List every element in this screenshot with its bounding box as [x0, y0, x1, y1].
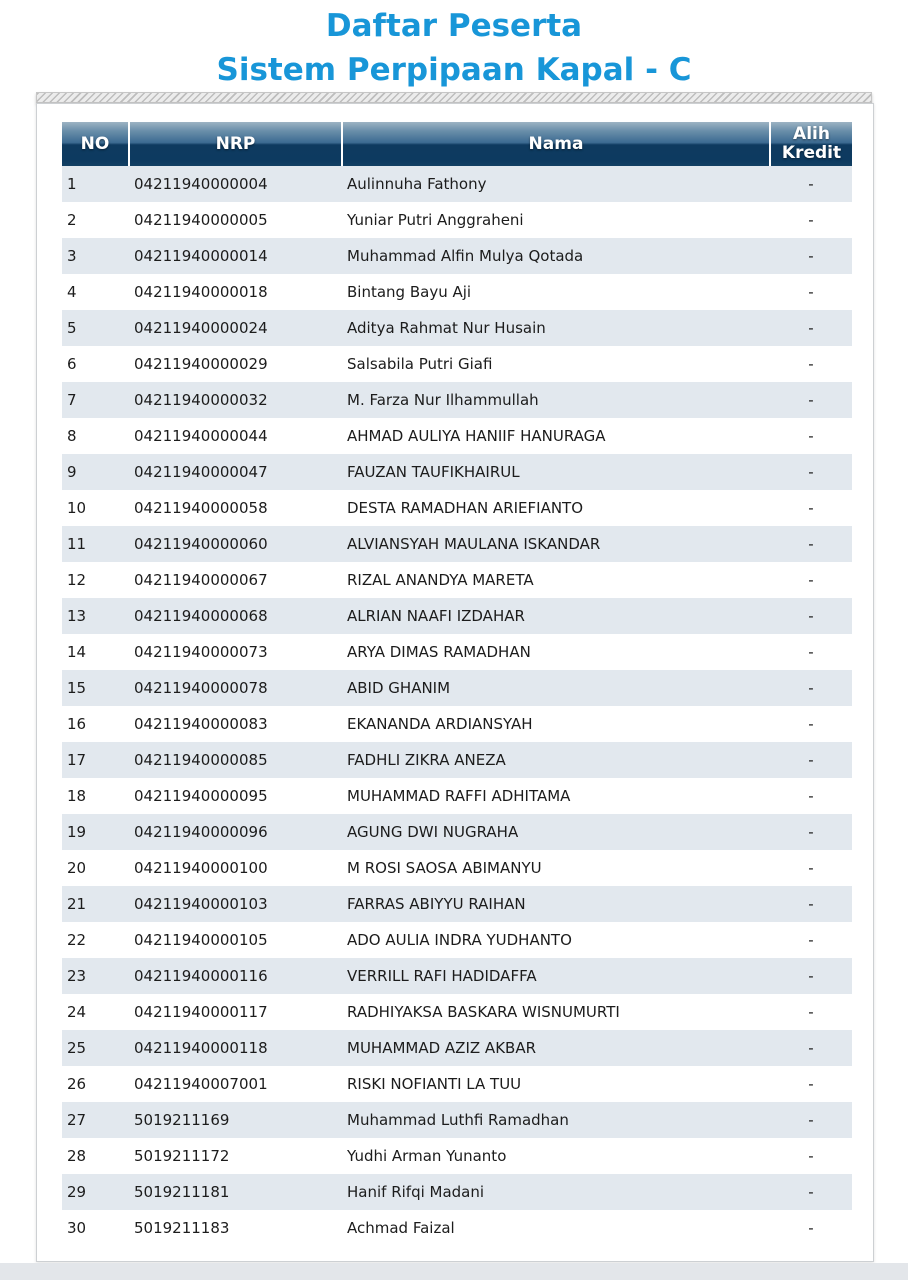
column-header-alih-kredit: Alih Kredit: [770, 122, 852, 166]
cell-alih-kredit: -: [808, 283, 814, 301]
cell-nrp: 04211940007001: [134, 1075, 268, 1093]
table-header: [62, 122, 852, 166]
cell-no: 9: [67, 463, 77, 481]
table-row: [62, 526, 852, 562]
table-row: [62, 346, 852, 382]
cell-no: 25: [67, 1039, 87, 1057]
cell-alih-kredit: -: [808, 751, 814, 769]
cell-nama: FARRAS ABIYYU RAIHAN: [347, 895, 526, 913]
cell-nrp: 04211940000095: [134, 787, 268, 805]
cell-no: 7: [67, 391, 77, 409]
cell-nama: FAUZAN TAUFIKHAIRUL: [347, 463, 520, 481]
cell-nrp: 04211940000067: [134, 571, 268, 589]
cell-no: 2: [67, 211, 77, 229]
cell-nrp: 04211940000078: [134, 679, 268, 697]
column-header-nama: Nama: [342, 122, 770, 166]
cell-nama: RISKI NOFIANTI LA TUU: [347, 1075, 522, 1093]
table-row: [62, 1138, 852, 1174]
cell-nama: Yuniar Putri Anggraheni: [347, 211, 524, 229]
cell-nrp: 04211940000105: [134, 931, 268, 949]
cell-nama: FADHLI ZIKRA ANEZA: [347, 751, 506, 769]
cell-alih-kredit: -: [808, 859, 814, 877]
cell-nrp: 5019211181: [134, 1183, 230, 1201]
cell-alih-kredit: -: [808, 499, 814, 517]
cell-nama: ARYA DIMAS RAMADHAN: [347, 643, 531, 661]
cell-nama: EKANANDA ARDIANSYAH: [347, 715, 533, 733]
cell-nrp: 04211940000096: [134, 823, 268, 841]
table-row: [62, 958, 852, 994]
table-row: [62, 1174, 852, 1210]
page-footer-strip: [0, 1263, 908, 1280]
cell-nama: MUHAMMAD AZIZ AKBAR: [347, 1039, 537, 1057]
cell-alih-kredit: -: [808, 1147, 814, 1165]
cell-alih-kredit: -: [808, 247, 814, 265]
cell-nrp: 04211940000103: [134, 895, 268, 913]
page-title-line2: Sistem Perpipaan Kapal - C: [216, 52, 692, 88]
cell-alih-kredit: -: [808, 211, 814, 229]
cell-no: 28: [67, 1147, 87, 1165]
cell-nrp: 04211940000004: [134, 175, 268, 193]
cell-no: 4: [67, 283, 77, 301]
cell-no: 21: [67, 895, 87, 913]
cell-no: 20: [67, 859, 87, 877]
cell-nrp: 04211940000060: [134, 535, 268, 553]
cell-nrp: 04211940000085: [134, 751, 268, 769]
cell-nrp: 04211940000044: [134, 427, 268, 445]
cell-no: 19: [67, 823, 87, 841]
cell-alih-kredit: -: [808, 931, 814, 949]
cell-nrp: 5019211183: [134, 1219, 230, 1237]
cell-nama: ALVIANSYAH MAULANA ISKANDAR: [347, 535, 601, 553]
cell-no: 13: [67, 607, 87, 625]
table-row: [62, 886, 852, 922]
cell-nama: ALRIAN NAAFI IZDAHAR: [347, 607, 525, 625]
table-row: [62, 1102, 852, 1138]
participants-card: [36, 103, 874, 1262]
cell-no: 17: [67, 751, 87, 769]
table-row: [62, 1066, 852, 1102]
cell-alih-kredit: -: [808, 571, 814, 589]
cell-no: 16: [67, 715, 87, 733]
cell-alih-kredit: -: [808, 319, 814, 337]
table-row: [62, 490, 852, 526]
cell-alih-kredit: -: [808, 391, 814, 409]
cell-nrp: 04211940000018: [134, 283, 268, 301]
cell-alih-kredit: -: [808, 1183, 814, 1201]
cell-nama: VERRILL RAFI HADIDAFFA: [347, 967, 537, 985]
cell-nama: Hanif Rifqi Madani: [347, 1183, 485, 1201]
cell-nrp: 04211940000005: [134, 211, 268, 229]
table-row: [62, 1030, 852, 1066]
cell-nrp: 04211940000117: [134, 1003, 268, 1021]
cell-no: 23: [67, 967, 87, 985]
table-row: [62, 202, 852, 238]
cell-nama: DESTA RAMADHAN ARIEFIANTO: [347, 499, 584, 517]
table-row: [62, 922, 852, 958]
table-row: [62, 562, 852, 598]
cell-no: 1: [67, 175, 77, 193]
cell-alih-kredit: -: [808, 787, 814, 805]
cell-no: 30: [67, 1219, 87, 1237]
table-row: [62, 454, 852, 490]
cell-no: 22: [67, 931, 87, 949]
table-row: [62, 634, 852, 670]
cell-nrp: 04211940000024: [134, 319, 268, 337]
cell-nrp: 04211940000116: [134, 967, 268, 985]
cell-nama: Yudhi Arman Yunanto: [347, 1147, 507, 1165]
cell-alih-kredit: -: [808, 643, 814, 661]
participants-table: [62, 122, 852, 1246]
cell-no: 14: [67, 643, 87, 661]
cell-alih-kredit: -: [808, 607, 814, 625]
table-row: [62, 850, 852, 886]
cell-nama: AGUNG DWI NUGRAHA: [347, 823, 519, 841]
cell-nama: Muhammad Luthfi Ramadhan: [347, 1111, 569, 1129]
cell-alih-kredit: -: [808, 715, 814, 733]
table-row: [62, 778, 852, 814]
cell-nrp: 04211940000029: [134, 355, 268, 373]
hatch-divider: [36, 92, 872, 103]
cell-alih-kredit: -: [808, 895, 814, 913]
cell-nama: ABID GHANIM: [347, 679, 451, 697]
cell-nama: Achmad Faizal: [347, 1219, 455, 1237]
column-header-nrp: NRP: [129, 122, 342, 166]
cell-nama: M ROSI SAOSA ABIMANYU: [347, 859, 542, 877]
table-row: [62, 274, 852, 310]
cell-nrp: 5019211169: [134, 1111, 230, 1129]
cell-nama: RIZAL ANANDYA MARETA: [347, 571, 534, 589]
column-header-no: NO: [62, 122, 129, 166]
cell-nama: M. Farza Nur Ilhammullah: [347, 391, 539, 409]
table-row: [62, 1210, 852, 1246]
cell-nrp: 04211940000083: [134, 715, 268, 733]
cell-no: 8: [67, 427, 77, 445]
cell-nrp: 04211940000118: [134, 1039, 268, 1057]
cell-no: 5: [67, 319, 77, 337]
cell-nrp: 04211940000032: [134, 391, 268, 409]
cell-nrp: 04211940000073: [134, 643, 268, 661]
cell-no: 12: [67, 571, 87, 589]
cell-no: 24: [67, 1003, 87, 1021]
cell-alih-kredit: -: [808, 1075, 814, 1093]
cell-alih-kredit: -: [808, 175, 814, 193]
cell-no: 15: [67, 679, 87, 697]
cell-nama: Muhammad Alfin Mulya Qotada: [347, 247, 584, 265]
table-row: [62, 418, 852, 454]
participants-table-body: [62, 166, 852, 1246]
page-title-line1: Daftar Peserta: [325, 8, 583, 44]
cell-no: 11: [67, 535, 87, 553]
cell-alih-kredit: -: [808, 823, 814, 841]
cell-no: 3: [67, 247, 77, 265]
cell-alih-kredit: -: [808, 463, 814, 481]
cell-no: 18: [67, 787, 87, 805]
table-row: [62, 814, 852, 850]
cell-alih-kredit: -: [808, 679, 814, 697]
cell-nrp: 04211940000100: [134, 859, 268, 877]
table-row: [62, 310, 852, 346]
cell-alih-kredit: -: [808, 535, 814, 553]
table-row: [62, 382, 852, 418]
table-row: [62, 706, 852, 742]
cell-alih-kredit: -: [808, 355, 814, 373]
cell-alih-kredit: -: [808, 1111, 814, 1129]
cell-no: 6: [67, 355, 77, 373]
table-row: [62, 670, 852, 706]
cell-nrp: 04211940000068: [134, 607, 268, 625]
cell-alih-kredit: -: [808, 1039, 814, 1057]
cell-nama: Bintang Bayu Aji: [347, 283, 472, 301]
cell-nama: Aditya Rahmat Nur Husain: [347, 319, 546, 337]
table-row: [62, 742, 852, 778]
cell-nama: ADO AULIA INDRA YUDHANTO: [347, 931, 572, 949]
cell-nrp: 5019211172: [134, 1147, 230, 1165]
cell-no: 29: [67, 1183, 87, 1201]
cell-nama: MUHAMMAD RAFFI ADHITAMA: [347, 787, 571, 805]
cell-nama: AHMAD AULIYA HANIIF HANURAGA: [347, 427, 606, 445]
table-row: [62, 238, 852, 274]
table-row: [62, 994, 852, 1030]
cell-nama: Salsabila Putri Giafi: [347, 355, 493, 373]
cell-no: 26: [67, 1075, 87, 1093]
cell-alih-kredit: -: [808, 1219, 814, 1237]
cell-nrp: 04211940000058: [134, 499, 268, 517]
cell-nrp: 04211940000047: [134, 463, 268, 481]
table-row: [62, 166, 852, 202]
table-row: [62, 598, 852, 634]
cell-alih-kredit: -: [808, 427, 814, 445]
cell-alih-kredit: -: [808, 1003, 814, 1021]
cell-alih-kredit: -: [808, 967, 814, 985]
cell-no: 27: [67, 1111, 87, 1129]
cell-nama: RADHIYAKSA BASKARA WISNUMURTI: [347, 1003, 620, 1021]
cell-no: 10: [67, 499, 87, 517]
cell-nama: Aulinnuha Fathony: [347, 175, 487, 193]
page-header: [0, 0, 908, 92]
cell-nrp: 04211940000014: [134, 247, 268, 265]
